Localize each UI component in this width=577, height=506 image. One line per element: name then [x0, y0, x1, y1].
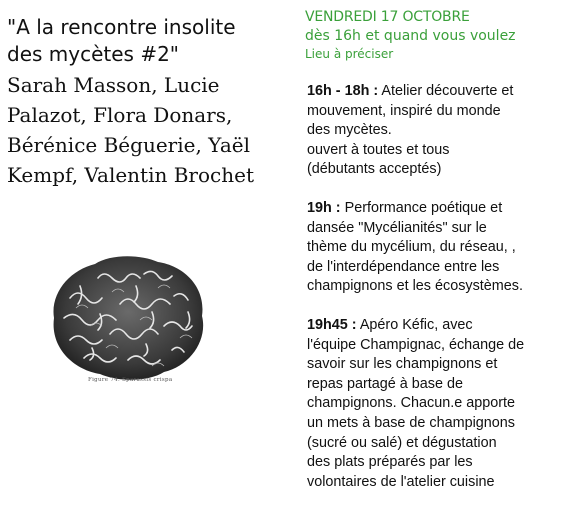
schedule-line: champignons. Chacun.e apporte [307, 395, 516, 412]
authors-list [7, 70, 289, 190]
schedule-line: des mycètes. [307, 122, 392, 139]
event-title [7, 14, 287, 68]
schedule-item [307, 199, 569, 297]
schedule-text: Performance poétique et [340, 200, 503, 216]
schedule-first-line [307, 199, 569, 219]
schedule-item [307, 316, 569, 492]
title-line: "A la rencontre insolite [7, 15, 236, 39]
author-line: Kempf, Valentin Brochet [7, 163, 254, 187]
figure-caption: Figure 74. Sparassis crispa [88, 377, 173, 383]
schedule-first-line [307, 82, 569, 102]
schedule-text: Apéro Kéfic, avec [356, 317, 473, 333]
schedule-line: l'équipe Champignac, échange de [307, 336, 525, 353]
schedule-line: repas partagé à base de [307, 375, 464, 392]
schedule-line: mouvement, inspiré du monde [307, 102, 501, 119]
schedule-time: 19h : [307, 200, 341, 216]
schedule-time: 16h - 18h : [307, 83, 379, 99]
author-line: Palazot, Flora Donars, [7, 103, 233, 127]
schedule-line: un mets à base de champignons [307, 414, 515, 431]
author-line: Bérénice Béguerie, Yaël [7, 133, 250, 157]
event-time: dès 16h et quand vous voulez [305, 28, 516, 44]
schedule-text: Atelier découverte et [378, 83, 514, 99]
schedule-line: (débutants acceptés) [307, 161, 442, 178]
event-place: Lieu à préciser [305, 47, 394, 61]
title-line: des mycètes #2" [7, 42, 180, 66]
schedule-line: volontaires de l'atelier cuisine [307, 473, 495, 490]
schedule-line: des plats préparés par les [307, 454, 473, 471]
schedule-line: dansée "Mycélianités" sur le [307, 219, 487, 236]
schedule-time: 19h45 : [307, 317, 357, 333]
schedule-first-line [307, 316, 569, 336]
author-line: Sarah Masson, Lucie [7, 73, 220, 97]
schedule-line: (sucré ou salé) et dégustation [307, 434, 497, 451]
event-date: VENDREDI 17 OCTOBRE [305, 9, 470, 25]
schedule-line: de l'interdépendance entre les [307, 258, 500, 275]
schedule-line: savoir sur les champignons et [307, 356, 498, 373]
schedule-item [307, 82, 569, 180]
schedule-line: thème du mycélium, du réseau, , [307, 239, 516, 256]
schedule-line: champignons et les écosystèmes. [307, 278, 523, 295]
schedule-line: ouvert à toutes et tous [307, 141, 450, 158]
mushroom-illustration [40, 248, 215, 398]
